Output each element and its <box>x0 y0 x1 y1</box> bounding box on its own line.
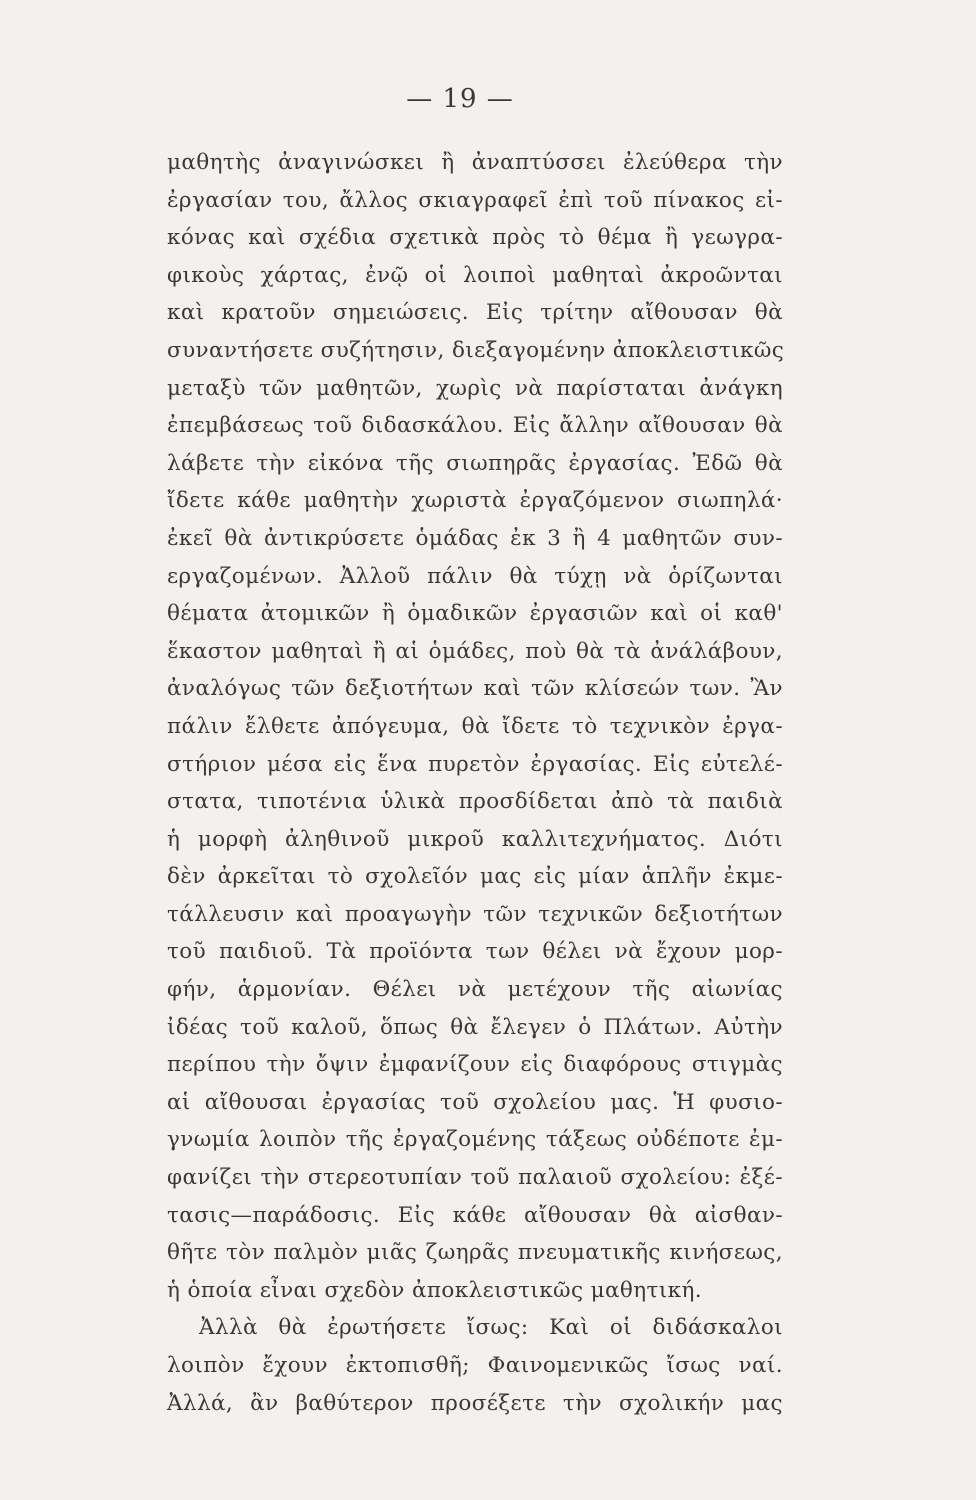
text-line: φήν, ἁρμονίαν. Θέλει νὰ μετέχουν τῆς αἰωνίας <box>167 977 783 1003</box>
text-line: θέματα ἀτομικῶν ἢ ὁμαδικῶν ἐργασιῶν καὶ οἱ καθ' <box>167 601 783 627</box>
text-line: αἱ αἴθουσαι ἐργασίας τοῦ σχολείου μας. Ἡ φυσιο- <box>167 1089 783 1115</box>
text-line: συναντήσετε συζήτησιν, διεξαγομένην ἀποκλειστικῶς <box>167 337 785 363</box>
page-number: — 19 — <box>406 84 514 114</box>
text-line: λοιπὸν ἔχουν ἐκτοπισθῆ; Φαινομενικῶς ἴσως ναί. <box>167 1353 783 1378</box>
text-line: τασις—παράδοσις. Εἰς κάθε αἴθουσαν θὰ αἰσθαν- <box>167 1202 783 1228</box>
text-line: στήριον μέσα εἰς ἕνα πυρετὸν ἐργασίας. Εἰς εὐτελέ- <box>167 751 783 777</box>
text-line: κόνας καὶ σχέδια σχετικὰ πρὸς τὸ θέμα ἢ γεωγρα- <box>167 225 783 251</box>
text-line: τοῦ παιδιοῦ. Τὰ προϊόντα των θέλει νὰ ἔχουν μορ- <box>167 939 783 965</box>
text-line: πάλιν ἔλθετε ἀπόγευμα, θὰ ἴδετε τὸ τεχνικὸν ἐργα- <box>167 713 783 739</box>
text-line: ἡ μορφὴ ἀληθινοῦ μικροῦ καλλιτεχνήματος. Διότι <box>167 826 783 852</box>
text-line: ἀναλόγως τῶν δεξιοτήτων καὶ τῶν κλίσεών των. Ἂν <box>167 676 783 702</box>
text-line: γνωμία λοιπὸν τῆς ἐργαζομένης τάξεως οὐδέποτε ἐμ- <box>167 1127 783 1153</box>
text-line: ἐκεῖ θὰ ἀντικρύσετε ὁμάδας ἐκ 3 ἢ 4 μαθητῶν συν- <box>167 525 783 551</box>
text-line: μεταξὺ τῶν μαθητῶν, χωρὶς νὰ παρίσταται ἀνάγκη <box>167 375 783 401</box>
text-line: ἡ ὁποία εἶναι σχεδὸν ἀποκλειστικῶς μαθητική. <box>167 1277 703 1303</box>
text-line: εργαζομένων. Ἀλλοῦ πάλιν θὰ τύχῃ νὰ ὁρίζωνται <box>167 563 783 589</box>
text-line: ἰδέας τοῦ καλοῦ, ὅπως θὰ ἔλεγεν ὁ Πλάτων. Αὐτὴν <box>167 1014 783 1040</box>
text-line: ἴδετε κάθε μαθητὴν χωριστὰ ἐργαζόμενον σιωπηλά· <box>167 488 783 514</box>
text-line: τάλλευσιν καὶ προαγωγὴν τῶν τεχνικῶν δεξιοτήτων <box>167 901 783 927</box>
text-line: καὶ κρατοῦν σημειώσεις. Εἰς τρίτην αἴθουσαν θὰ <box>167 300 783 326</box>
text-line: στατα, τιποτένια ὑλικὰ προσδίδεται ἀπὸ τὰ παιδιὰ <box>167 789 783 815</box>
body-text <box>167 144 783 1422</box>
text-line: Ἀλλὰ θὰ ἐρωτήσετε ἴσως: Καὶ οἱ διδάσκαλοι <box>199 1315 783 1341</box>
text-line: θῆτε τὸν παλμὸν μιᾶς ζωηρᾶς πνευματικῆς κινήσεως, <box>167 1240 783 1266</box>
text-line: ἐργασίαν του, ἄλλος σκιαγραφεῖ ἐπὶ τοῦ πίνακος εἰ- <box>167 187 783 213</box>
text-line: Ἀλλά, ἂν βαθύτερον προσέξετε τὴν σχολικήν μας <box>167 1390 783 1416</box>
text-line: λάβετε τὴν εἰκόνα τῆς σιωπηρᾶς ἐργασίας. Ἐδῶ θὰ <box>167 450 783 476</box>
text-line: ἐπεμβάσεως τοῦ διδασκάλου. Εἰς ἄλλην αἴθουσαν θὰ <box>167 413 783 439</box>
text-line: μαθητὴς ἀναγινώσκει ἢ ἀναπτύσσει ἐλεύθερα τὴν <box>167 150 783 175</box>
text-line: φανίζει τὴν στερεοτυπίαν τοῦ παλαιοῦ σχολείου: ἐξέ- <box>167 1165 783 1191</box>
text-line: περίπου τὴν ὄψιν ἐμφανίζουν εἰς διαφόρους στιγμὰς <box>167 1052 783 1078</box>
text-line: δὲν ἀρκεῖται τὸ σχολεῖόν μας εἰς μίαν ἁπλῆν ἐκμε- <box>167 864 783 890</box>
text-line: ἕκαστον μαθηταὶ ἢ αἱ ὁμάδες, ποὺ θὰ τὰ ἀνάλάβουν, <box>167 638 783 664</box>
text-line: φικοὺς χάρτας, ἐνῷ οἱ λοιποὶ μαθηταὶ ἀκροῶνται <box>167 262 783 288</box>
